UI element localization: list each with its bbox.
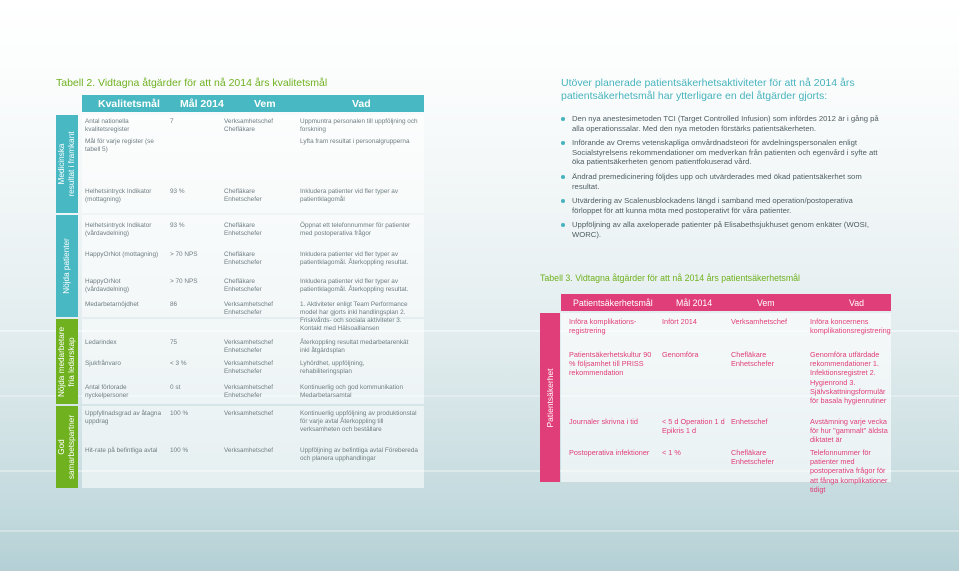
table2-cell-vem: Verksamhetschef Enhetschefer — [224, 360, 274, 375]
bullet-item: Ändrad premedicinering följdes upp och utvärderades med ökad patientsäkerhet som resultat. — [561, 172, 881, 191]
table2-cell-kvalitetsmal: Medarbetarnöjdhet — [85, 301, 139, 308]
table2-cell-mal: 86 — [170, 301, 178, 308]
table2-cell-kvalitetsmal: Helhetsintryck Indikator (mottagning) — [85, 188, 152, 203]
table2-header-row — [82, 95, 424, 112]
table2-cell-kvalitetsmal: HappyOrNot (mottagning) — [85, 251, 159, 258]
table2-cell-vem: Verksamhetschef Enhetschefer — [224, 339, 274, 354]
table2-cell-mal: 7 — [170, 118, 174, 125]
table2-cell-vad: Lyfta fram resultat i personalgrupperna — [300, 138, 410, 145]
table2-cell-mal: 93 % — [170, 188, 185, 195]
table2-cell-vad: Inkludera patienter vid fler typer av patientklagomål — [300, 188, 399, 203]
table2-cell-vem: Verksamhetschef Chefläkare — [224, 118, 274, 133]
table3-cell-vem: Chefläkare Enhetschefer — [731, 350, 774, 369]
header-mal-2014: Mål 2014 — [676, 298, 713, 308]
table2-cell-vem: Chefläkare Enhetschefer — [224, 251, 262, 266]
table2-cell-vem: Verksamhetschef Enhetschefer — [224, 384, 274, 399]
table2-cell-vad: Kontinuerlig och god kommunikation Medarbetarsamtal — [300, 384, 404, 399]
section-samarbetspartner: God samarbetspartner — [56, 406, 78, 488]
table3-cell-mal: < 5 d Operation 1 d Epikris 1 d — [662, 417, 725, 436]
section-medicinska-resultat: Medicinska resultat i framkant — [56, 115, 78, 213]
table3-cell-patientsakerhetsmal: Patientsäkerhetskultur 90 % följsamhet till PRISS rekommendation — [569, 350, 652, 378]
table3-cell-mal: Genomföra — [662, 350, 699, 359]
bullet-item: Uppföljning av alla axeloperade patienter på Elisabethsjukhuset genom enkäter (WOSI, WORC). — [561, 220, 881, 239]
table3-header-row — [561, 294, 891, 311]
table2-cell-kvalitetsmal: HappyOrNot (vårdavdelning) — [85, 278, 130, 293]
table3-cell-vem: Chefläkare Enhetschefer — [731, 448, 774, 467]
table2-cell-mal: 0 st — [170, 384, 181, 391]
header-mal-2014: Mål 2014 — [180, 98, 224, 110]
table3-cell-patientsakerhetsmal: Postoperativa infektioner — [569, 448, 650, 457]
table2-cell-mal: 100 % — [170, 447, 189, 454]
table2-cell-vad: Uppmuntra personalen till uppföljning och forskning — [300, 118, 418, 133]
section-patientsakerhet: Patientsäkerhet — [540, 313, 560, 482]
table3-cell-patientsakerhetsmal: Införa komplikations-registrering — [569, 317, 637, 336]
table3-cell-vem: Verksamhetschef — [731, 317, 787, 326]
table2-cell-kvalitetsmal: Helhetsintryck Indikator (vårdavdelning) — [85, 222, 152, 237]
table2-cell-vad: Inkludera patienter vid fler typer av patientklagomål. Återkoppling resultat. — [300, 251, 409, 266]
background-wave — [0, 530, 959, 532]
table3-cell-vad: Införa koncernens komplikationsregistrering — [810, 317, 891, 336]
header-kvalitetsmal: Kvalitetsmål — [98, 98, 160, 110]
table2-cell-vem: Chefläkare Enhetschefer — [224, 278, 262, 293]
table3-cell-vad: Telefonnummer för patienter med postoperativa frågor för att fånga komplikationer tidigt — [810, 448, 888, 494]
table2-cell-vem: Verksamhetschef — [224, 447, 274, 454]
table2-cell-mal: > 70 NPS — [170, 251, 198, 258]
table3-cell-vem: Enhetschef — [731, 417, 768, 426]
table2-cell-mal: 93 % — [170, 222, 185, 229]
table2-cell-vem: Chefläkare Enhetschefer — [224, 222, 262, 237]
table2-cell-mal: 75 — [170, 339, 178, 346]
table3-cell-vad: Avstämning varje vecka för hur "gammalt" äldsta diktatet är — [810, 417, 888, 445]
right-intro-title: Utöver planerade patientsäkerhetsaktiviteter för att nå 2014 års patientsäkerhetsmål har ytterligare en del åtgärder gjorts: — [561, 77, 855, 102]
section-nojda-medarbetare: Nöjda medarbetare fria ledarskap — [56, 319, 78, 404]
table2-cell-kvalitetsmal: Antal förlorade nyckelpersoner — [85, 384, 129, 399]
table2-cell-kvalitetsmal: Hit-rate på befintliga avtal — [85, 447, 158, 454]
table2-cell-vad: Lyhördhet, uppföljning, rehabiliteringsplan — [300, 360, 365, 375]
bullet-item: Den nya anestesimetoden TCI (Target Controlled Infusion) som infördes 2012 är i gång på alla operationssalar. Med den nya metoden förstärks patientsäkerheten. — [561, 114, 881, 133]
table2-cell-vem: Verksamhetschef — [224, 410, 274, 417]
table2-cell-vad: Uppföljning av befintliga avtal Förebereda och planera upphandlingar — [300, 447, 418, 462]
table3-cell-vad: Genomföra utfärdade rekommendationer 1. Infektionsregistret 2. Hygienrond 3. Självskattningsformulär för basala hygienrutiner — [810, 350, 887, 406]
table2-cell-kvalitetsmal: Uppfyllnadsgrad av åtagna uppdrag — [85, 410, 162, 425]
table2-cell-kvalitetsmal: Ledarindex — [85, 339, 117, 346]
table2-cell-kvalitetsmal: Sjukfrånvaro — [85, 360, 121, 367]
header-vad: Vad — [352, 98, 371, 110]
header-vem: Vem — [254, 98, 276, 110]
header-patientsakerhetsmal: Patientsäkerhetsmål — [573, 298, 653, 308]
table3-title: Tabell 3. Vidtagna åtgärder för att nå 2014 års patientsäkerhetsmål — [540, 273, 800, 283]
activity-bullet-list — [561, 114, 881, 245]
table2-cell-vad: Återkoppling resultat medarbetarenkät inkl åtgärdsplan — [300, 339, 409, 354]
table2-cell-vem: Verksamhetschef Enhetschefer — [224, 301, 274, 316]
table3-cell-mal: < 1 % — [662, 448, 681, 457]
table2-cell-vem: Chefläkare Enhetschefer — [224, 188, 262, 203]
table2-cell-vad: Inkludera patienter vid fler typer av patientklagomål. Återkoppling resultat. — [300, 278, 409, 293]
bullet-item: Införande av Orems vetenskapliga omvårdnadsteori för avdelningspersonalen enligt Socialstyrelsens rekommendationer om medverkan från patienten och egenvård i syfte att öka patientsäkerheten genom patientfokuserad vård. — [561, 138, 881, 167]
header-vem: Vem — [757, 298, 775, 308]
section-nojda-patienter: Nöjda patienter — [56, 215, 78, 317]
table3-cell-patientsakerhetsmal: Journaler skrivna i tid — [569, 417, 638, 426]
header-vad: Vad — [849, 298, 864, 308]
table2-cell-mal: > 70 NPS — [170, 278, 198, 285]
table2-cell-mal: < 3 % — [170, 360, 187, 367]
table3-cell-mal: Infört 2014 — [662, 317, 697, 326]
table2-cell-mal: 100 % — [170, 410, 189, 417]
table2-title: Tabell 2. Vidtagna åtgärder för att nå 2014 års kvalitetsmål — [56, 77, 328, 89]
bullet-item: Utvärdering av Scalenusblockadens längd i samband med operation/postoperativa förloppet för att kunna möta med postoperativt för våra patienter. — [561, 196, 881, 215]
table2-cell-vad: Kontinuerlig uppföljning av produktionstal för varje avtal Återkoppling till verksamheten och beställare — [300, 410, 417, 433]
table2-cell-vad: 1. Aktiviteter enligt Team Performance model har gjorts inkl handlingsplan 2. Friskvårds- och sociala aktiviteter 3. Kontakt med Hälsoalliansen — [300, 301, 408, 332]
table2-cell-vad: Öppnat ett telefonnummer för patienter med postoperativa frågor — [300, 222, 411, 237]
table2-cell-kvalitetsmal: Mål för varje register (se tabell 5) — [85, 138, 154, 153]
table2-cell-kvalitetsmal: Antal nationella kvalitetsregister — [85, 118, 130, 133]
